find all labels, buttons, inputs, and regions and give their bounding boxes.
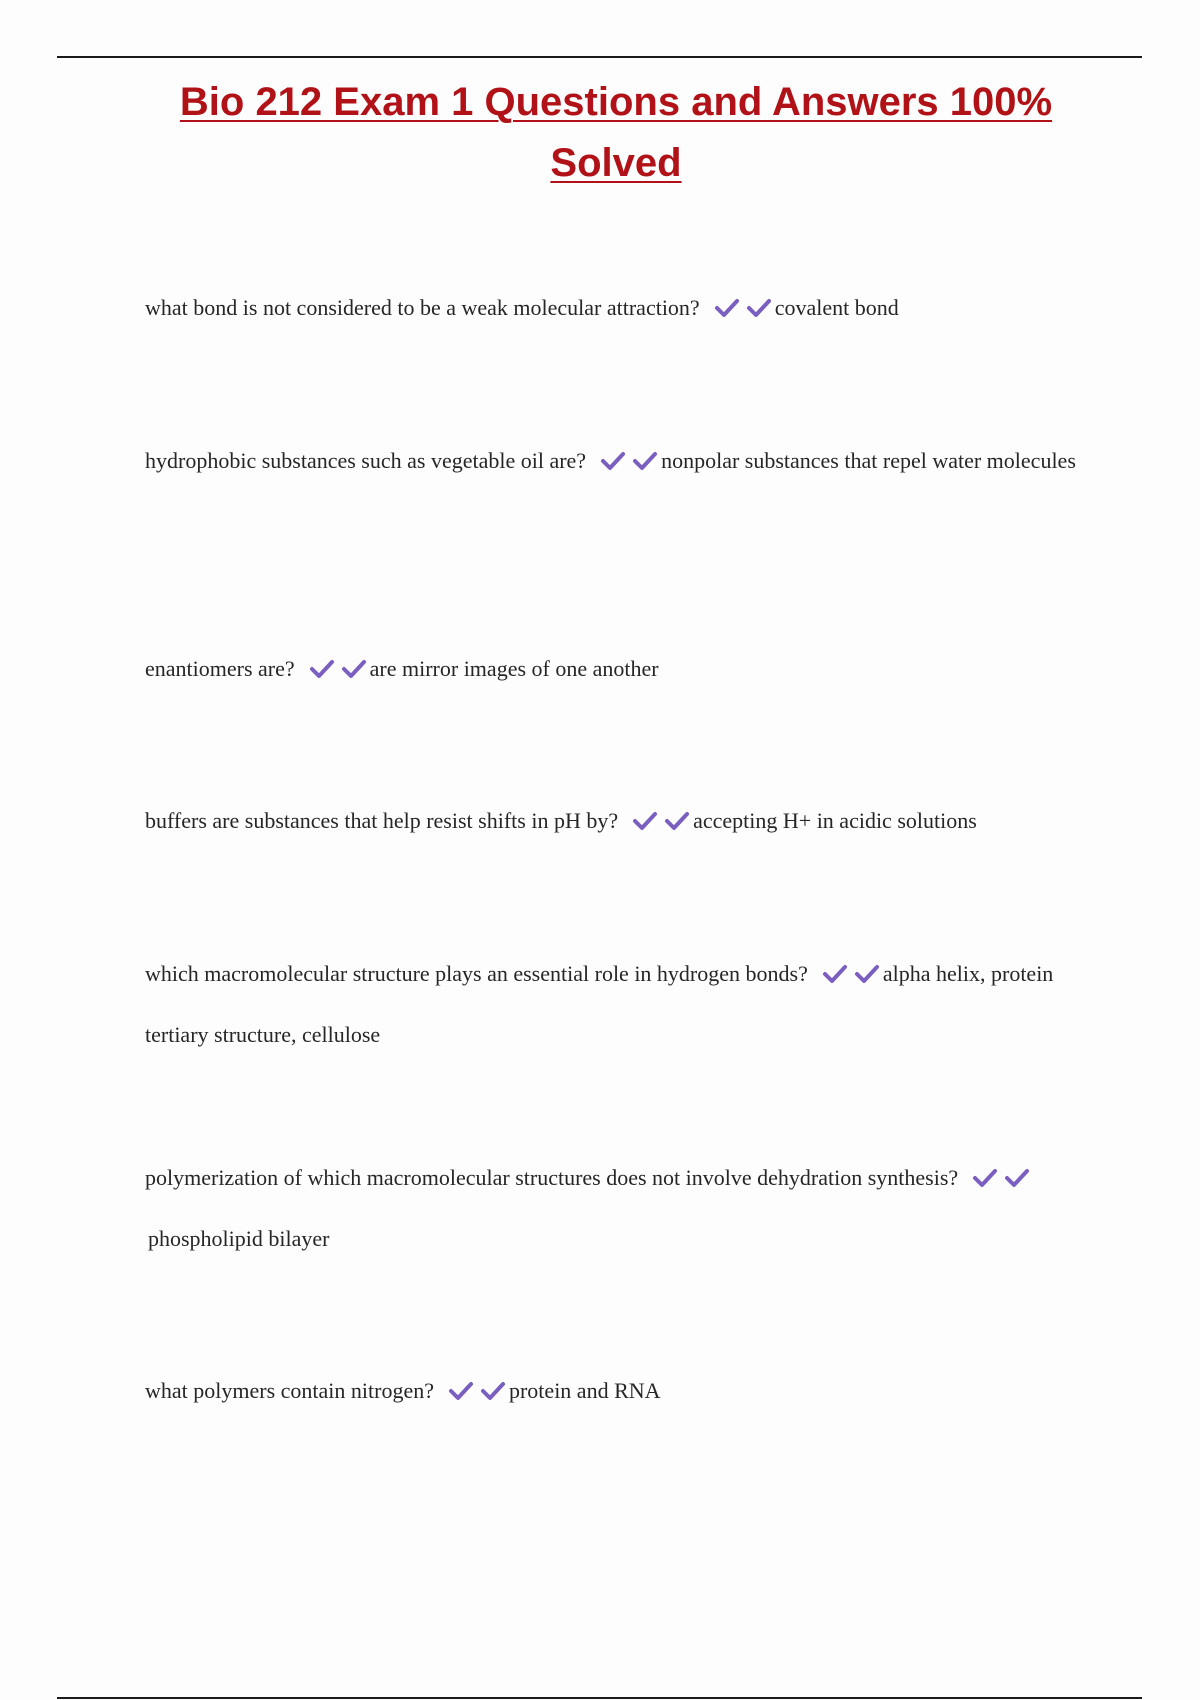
answer-text: accepting H+ in acidic solutions [693, 808, 977, 833]
check-icon [746, 298, 772, 318]
check-icon [632, 451, 658, 471]
question-text: what bond is not considered to be a weak molecular attraction? [145, 295, 700, 320]
check-icon [480, 1381, 506, 1401]
qa-item [145, 1360, 1085, 1421]
question-text: polymerization of which macromolecular structures does not involve dehydration synthesis? [145, 1165, 959, 1190]
title-line-1: Bio 212 Exam 1 Questions and Answers 100% [179, 80, 1053, 124]
answer-text: are mirror images of one another [369, 656, 659, 681]
question-text: what polymers contain nitrogen? [145, 1378, 434, 1403]
answer-text: protein and RNA [508, 1378, 661, 1403]
top-rule [57, 56, 1142, 58]
answer-text: covalent bond [774, 295, 899, 320]
check-icon [664, 811, 690, 831]
check-icon [309, 659, 335, 679]
qa-item [145, 1147, 1085, 1269]
qa-item [145, 638, 1085, 699]
question-text: hydrophobic substances such as vegetable oil are? [145, 448, 587, 473]
qa-item [145, 277, 1085, 338]
check-icon [822, 964, 848, 984]
answer-text: alpha helix, protein tertiary structure, cellulose [145, 961, 1054, 1047]
answer-text: phospholipid bilayer [148, 1226, 330, 1251]
page-title [100, 72, 1132, 194]
question-text: buffers are substances that help resist shifts in pH by? [145, 808, 619, 833]
check-icon [600, 451, 626, 471]
qa-item [145, 943, 1085, 1065]
check-icon [632, 811, 658, 831]
qa-item [145, 790, 1085, 851]
question-text: which macromolecular structure plays an essential role in hydrogen bonds? [145, 961, 808, 986]
check-icon [972, 1168, 998, 1188]
qa-item [145, 430, 1085, 491]
check-icon [1004, 1168, 1030, 1188]
check-icon [714, 298, 740, 318]
title-line-2: Solved [550, 141, 682, 185]
bottom-rule [57, 1697, 1142, 1699]
question-text: enantiomers are? [145, 656, 295, 681]
check-icon [341, 659, 367, 679]
check-icon [448, 1381, 474, 1401]
answer-text: nonpolar substances that repel water molecules [661, 448, 1076, 473]
check-icon [854, 964, 880, 984]
